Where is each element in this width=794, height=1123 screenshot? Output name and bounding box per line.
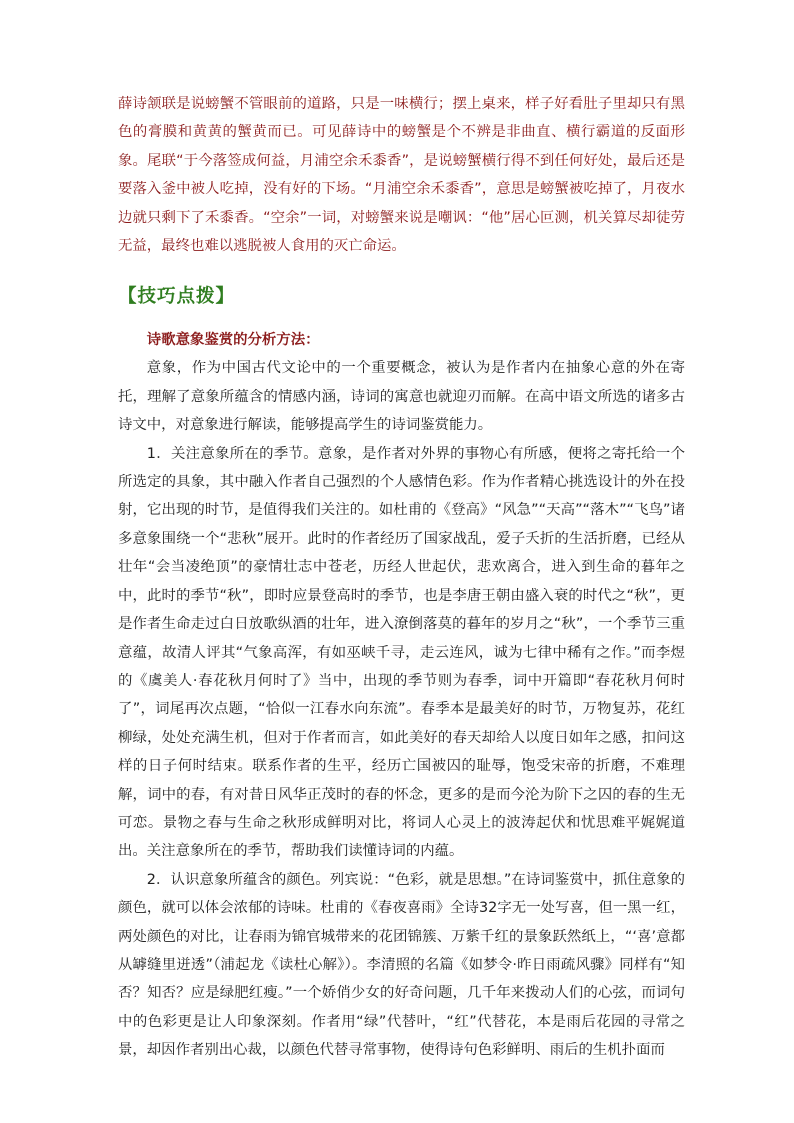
analysis-paragraph: 薛诗颔联是说螃蟹不管眼前的道路，只是一味横行；摆上桌来，样子好看肚子里却只有黑色的膏膜和黄黄的蟹黄而已。可见薛诗中的螃蟹是个不辨是非曲直、横行霸道的反面形象。尾联“于今落签成何益，月浦空余禾黍香”，是说螃蟹横行得不到任何好处，最后还是要落入釜中被人吃掉，没有好的下场。“月浦空余禾黍香”，意思是螃蟹被吃掉了，月夜水边就只剩下了禾黍香。“空余”一词，对螃蟹来说是嘲讽：“他”居心叵测，机关算尽却徒劳无益，最终也难以逃脱被人食用的灭亡命运。 — [118, 96, 685, 255]
intro-paragraph: 意象，作为中国古代文论中的一个重要概念，被认为是作者内在抽象心意的外在寄托，理解了意象所蕴含的情感内涵，诗词的寓意也就迎刃而解。在高中语文所选的诸多古诗文中，对意象进行解读，能够提高学生的诗词鉴赏能力。 — [118, 360, 685, 434]
method-title: 诗歌意象鉴赏的分析方法： — [146, 332, 320, 349]
color-paragraph: 2．认识意象所蕴含的颜色。列宾说：“色彩，就是思想。”在诗词鉴赏中，抓住意象的颜色，就可以体会浓郁的诗味。杜甫的《春夜喜雨》全诗32字无一处写喜，但一黑一红，两处颜色的对比，让春雨为锦官城带来的花团锦簇、万紫千红的景象跃然纸上，“‘喜’意都从罅缝里迸透”（浦起龙《读杜心解》）。李清照的名篇《如梦令·昨日雨疏风骤》同样有“知否？知否？应是绿肥红瘦。”一个娇俏少女的好奇问题，几千年来拨动人们的心弦，而词句中的色彩更是让人印象深刻。作者用“绿”代替叶，“红”代替花，本是雨后花园的寻常之景，却因作者别出心裁，以颜色代替寻常事物，使得诗句色彩鲜明、雨后的生机扑面而 — [118, 871, 685, 1059]
season-paragraph: 1．关注意象所在的季节。意象，是作者对外界的事物心有所感，便将之寄托给一个所选定的具象，其中融入作者自己强烈的个人感情色彩。作为作者精心挑选设计的外在投射，它出现的时节，是值得我们关注的。如杜甫的《登高》“风急”“天高”“落木”“飞鸟”诸多意象围绕一个“悲秋”展开。此时的作者经历了国家战乱，爱子夭折的生活折磨，已经从壮年“会当凌绝顶”的豪情壮志中苍老，历经人世起伏，悲欢离合，进入到生命的暮年之中，此时的季节“秋”，即时应景登高时的季节，也是李唐王朝由盛入衰的时代之“秋”，更是作者生命走过白日放歌纵酒的壮年，进入潦倒落莫的暮年的岁月之“秋”，一个季节三重意蕴，故清人评其“气象高浑，有如巫峡千寻，走云连风，诚为七律中稀有之作。”而李煜的《虞美人·春花秋月何时了》当中，出现的季节则为春季，词中开篇即“春花秋月何时了”，词尾再次点题，“恰似一江春水向东流”。春季本是最美好的时节，万物复苏，花红柳绿，处处充满生机，但对于作者而言，如此美好的春天却给人以度日如年之感，扣问这样的日子何时结束。联系作者的生平，经历亡国被囚的耻辱，饱受宋帝的折磨，不难理解，词中的春，有对昔日风华正茂时的春的怀念，更多的是而今沦为阶下之囚的春的生无可恋。景物之春与生命之秋形成鲜明对比，将词人心灵上的波涛起伏和忧思难平娓娓道出。关注意象所在的季节，帮助我们读懂诗词的内蕴。 — [118, 445, 685, 860]
document-page — [118, 90, 685, 1065]
section-heading: 【技巧点拨】 — [118, 286, 236, 308]
